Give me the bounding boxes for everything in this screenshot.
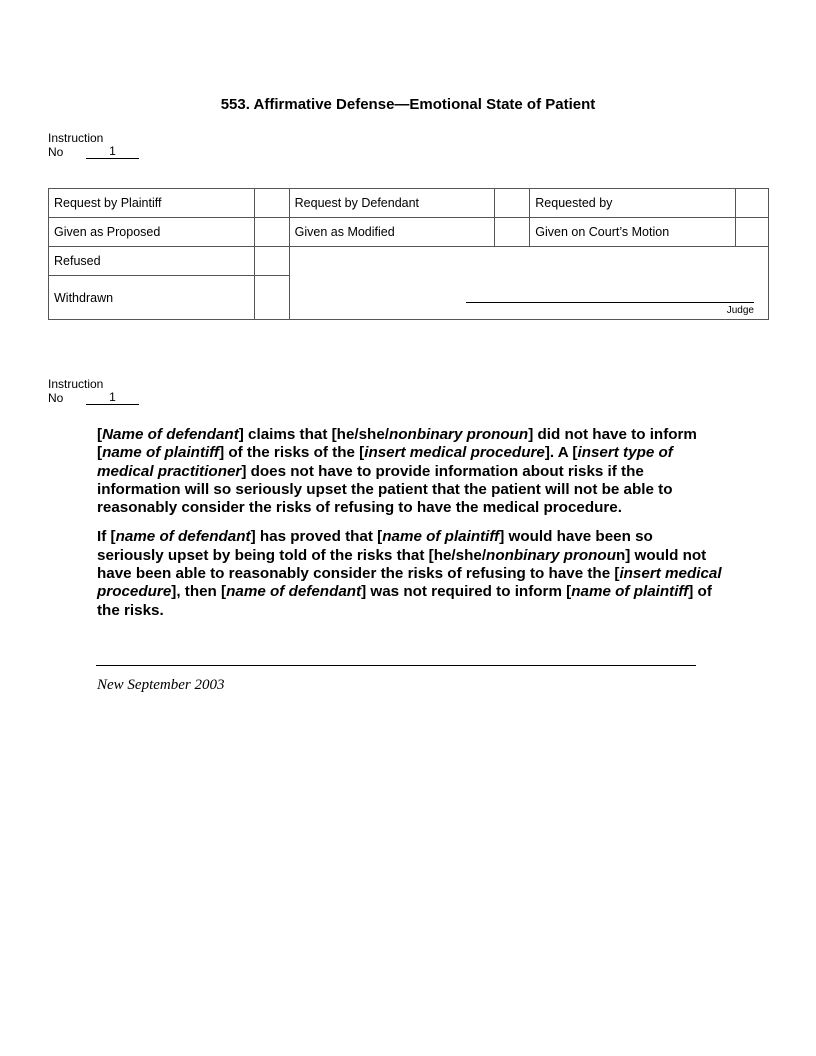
instruction-no-field[interactable]: 1: [86, 145, 139, 159]
withdrawn-checkbox[interactable]: [254, 276, 289, 320]
instruction-no-row: [48, 145, 139, 159]
instruction-number-bottom: [48, 377, 139, 405]
judge-label: Judge: [726, 305, 754, 316]
instruction-number-top: [48, 131, 139, 159]
given-on-courts-motion-label: Given on Court’s Motion: [530, 218, 736, 247]
given-as-proposed-checkbox[interactable]: [254, 218, 289, 247]
request-by-defendant-checkbox[interactable]: [495, 189, 530, 218]
refused-checkbox[interactable]: [254, 247, 289, 276]
request-by-plaintiff-label: Request by Plaintiff: [49, 189, 255, 218]
instruction-no-field[interactable]: 1: [86, 391, 139, 405]
request-disposition-table: [48, 188, 769, 320]
judge-signature-area: [289, 247, 768, 320]
refused-label: Refused: [49, 247, 255, 276]
requested-by-label: Requested by: [530, 189, 736, 218]
given-on-courts-motion-checkbox[interactable]: [736, 218, 769, 247]
instruction-no-label: No: [48, 391, 64, 405]
page-title: 553. Affirmative Defense—Emotional State of Patient: [220, 96, 596, 113]
instruction-paragraph-2: If [name of defendant] has proved that [name of plaintiff] would have been so seriously upset by being told of the risks that [he/she/nonbinary pronoun] would not have been able to reasonably consider the risks of refusing to have the [insert medical procedure], then [name of defendant] was not required to inform [name of plaintiff] of the risks.: [97, 528, 722, 619]
instruction-no-row: [48, 391, 139, 405]
requested-by-checkbox[interactable]: [736, 189, 769, 218]
request-by-plaintiff-checkbox[interactable]: [254, 189, 289, 218]
given-as-proposed-label: Given as Proposed: [49, 218, 255, 247]
instruction-label: Instruction: [48, 131, 104, 145]
instruction-body: [97, 426, 722, 631]
instruction-paragraph-1: [Name of defendant] claims that [he/she/nonbinary pronoun] did not have to inform [name of plaintiff] of the risks of the [insert medical procedure]. A [insert type of medical practitioner] does not have to provide information about risks if the information will so seriously upset the patient that the patient will not be able to reasonably consider the risks of refusing to have the medical procedure.: [97, 426, 697, 517]
history-note: New September 2003: [97, 677, 225, 693]
instruction-label: Instruction: [48, 377, 104, 391]
given-as-modified-label: Given as Modified: [289, 218, 495, 247]
withdrawn-label: Withdrawn: [49, 276, 255, 320]
instruction-no-label: No: [48, 145, 64, 159]
request-by-defendant-label: Request by Defendant: [289, 189, 495, 218]
judge-signature-line[interactable]: [466, 302, 754, 303]
section-divider: [96, 665, 696, 666]
given-as-modified-checkbox[interactable]: [495, 218, 530, 247]
